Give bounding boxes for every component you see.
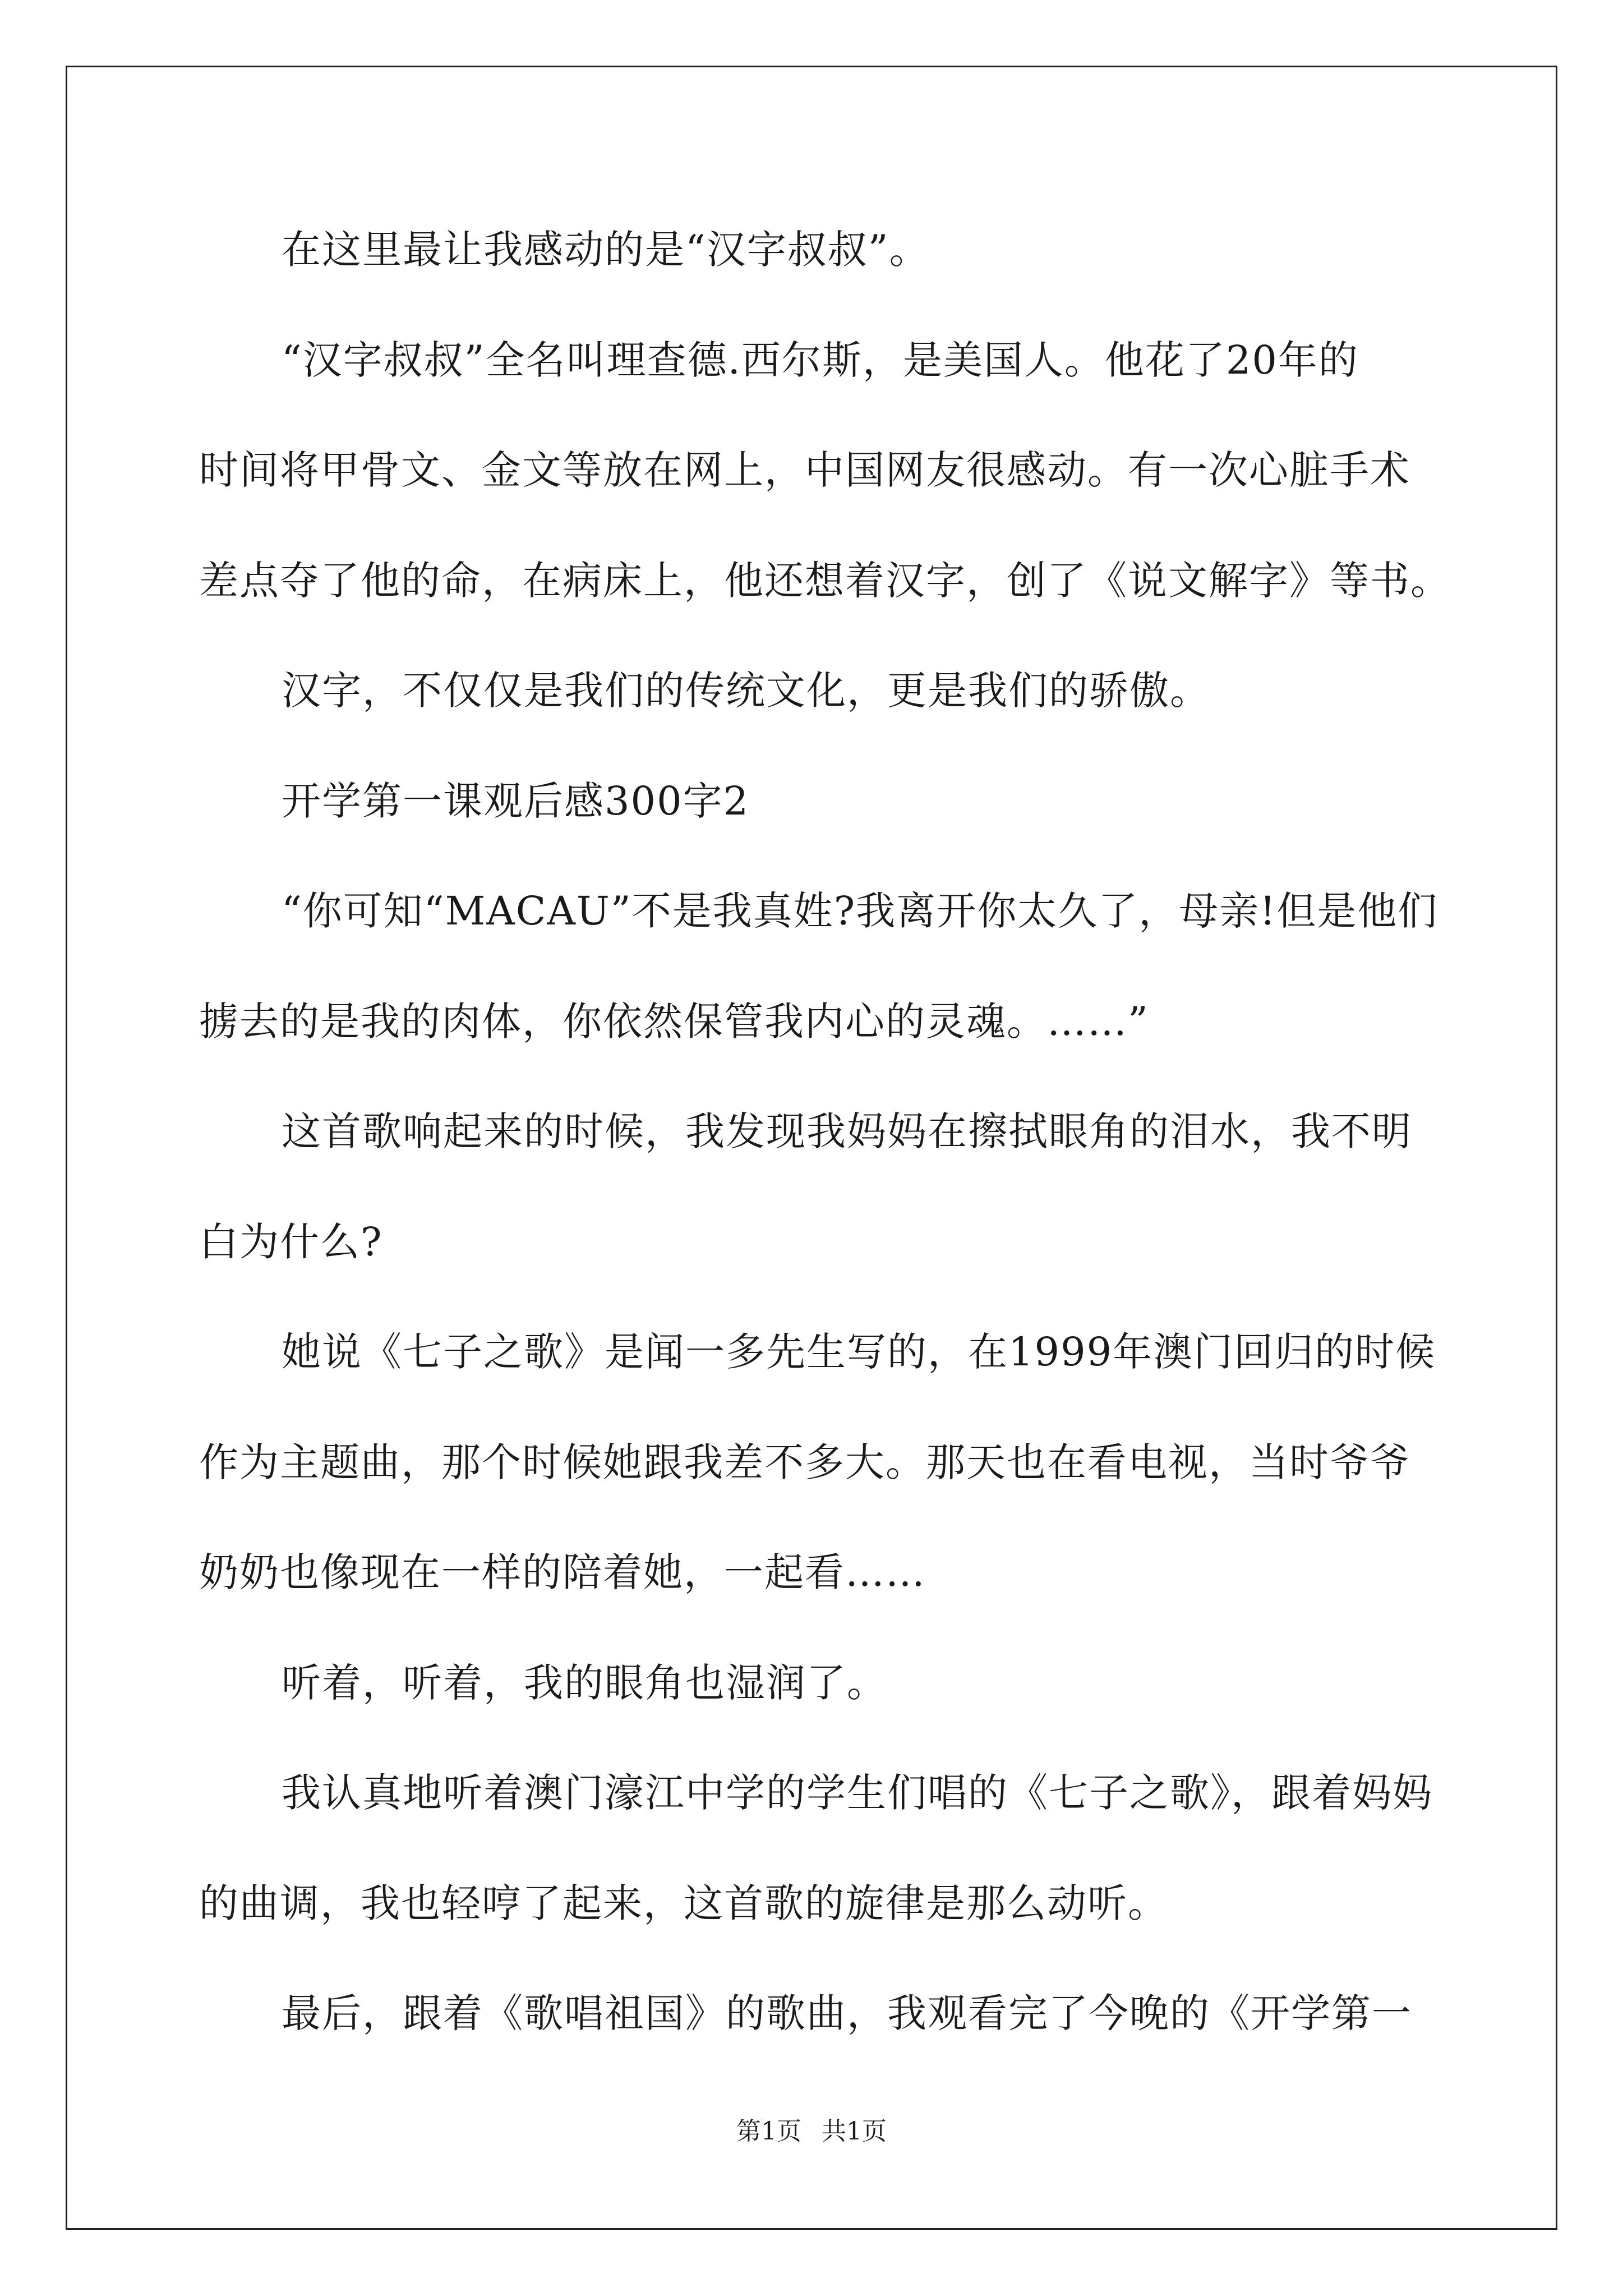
- paragraph-line: 在这里最让我感动的是“汉字叔叔”。: [282, 227, 930, 273]
- paragraph-line: 白为什么?: [199, 1219, 383, 1265]
- page-number: 第1页: [736, 2117, 801, 2146]
- paragraph-line: 差点夺了他的命，在病床上，他还想着汉字，创了《说文解字》等书。: [199, 558, 1451, 604]
- paragraph-line: 这首歌响起来的时候，我发现我妈妈在擦拭眼角的泪水，我不明: [282, 1108, 1412, 1154]
- paragraph-line: “汉字叔叔”全名叫理查德.西尔斯，是美国人。他花了20年的: [282, 337, 1359, 383]
- paragraph-line: “你可知“MACAU”不是我真姓?我离开你太久了，母亲!但是他们: [282, 888, 1438, 934]
- paragraph-line: 我认真地听着澳门濠江中学的学生们唱的《七子之歌》，跟着妈妈: [282, 1770, 1433, 1816]
- paragraph-line: 最后，跟着《歌唱祖国》的歌曲，我观看完了今晚的《开学第一: [282, 1990, 1412, 2036]
- page-footer: [0, 2115, 1623, 2148]
- paragraph-line: 汉字，不仅仅是我们的传统文化，更是我们的骄傲。: [282, 668, 1210, 714]
- paragraph-line: 听着，听着，我的眼角也湿润了。: [282, 1660, 887, 1706]
- paragraph-line: 奶奶也像现在一样的陪着她，一起看……: [199, 1549, 926, 1595]
- paragraph-line: 的曲调，我也轻哼了起来，这首歌的旋律是那么动听。: [199, 1880, 1168, 1926]
- paragraph-line: 时间将甲骨文、金文等放在网上，中国网友很感动。有一次心脏手术: [199, 447, 1410, 493]
- paragraph-line: 她说《七子之歌》是闻一多先生写的，在1999年澳门回归的时候: [282, 1329, 1436, 1375]
- paragraph-line: 掳去的是我的肉体，你依然保管我内心的灵魂。……”: [199, 999, 1149, 1045]
- section-heading: 开学第一课观后感300字2: [282, 778, 750, 824]
- paragraph-line: 作为主题曲，那个时候她跟我差不多大。那天也在看电视，当时爷爷: [199, 1439, 1410, 1485]
- page-total: 共1页: [822, 2117, 887, 2146]
